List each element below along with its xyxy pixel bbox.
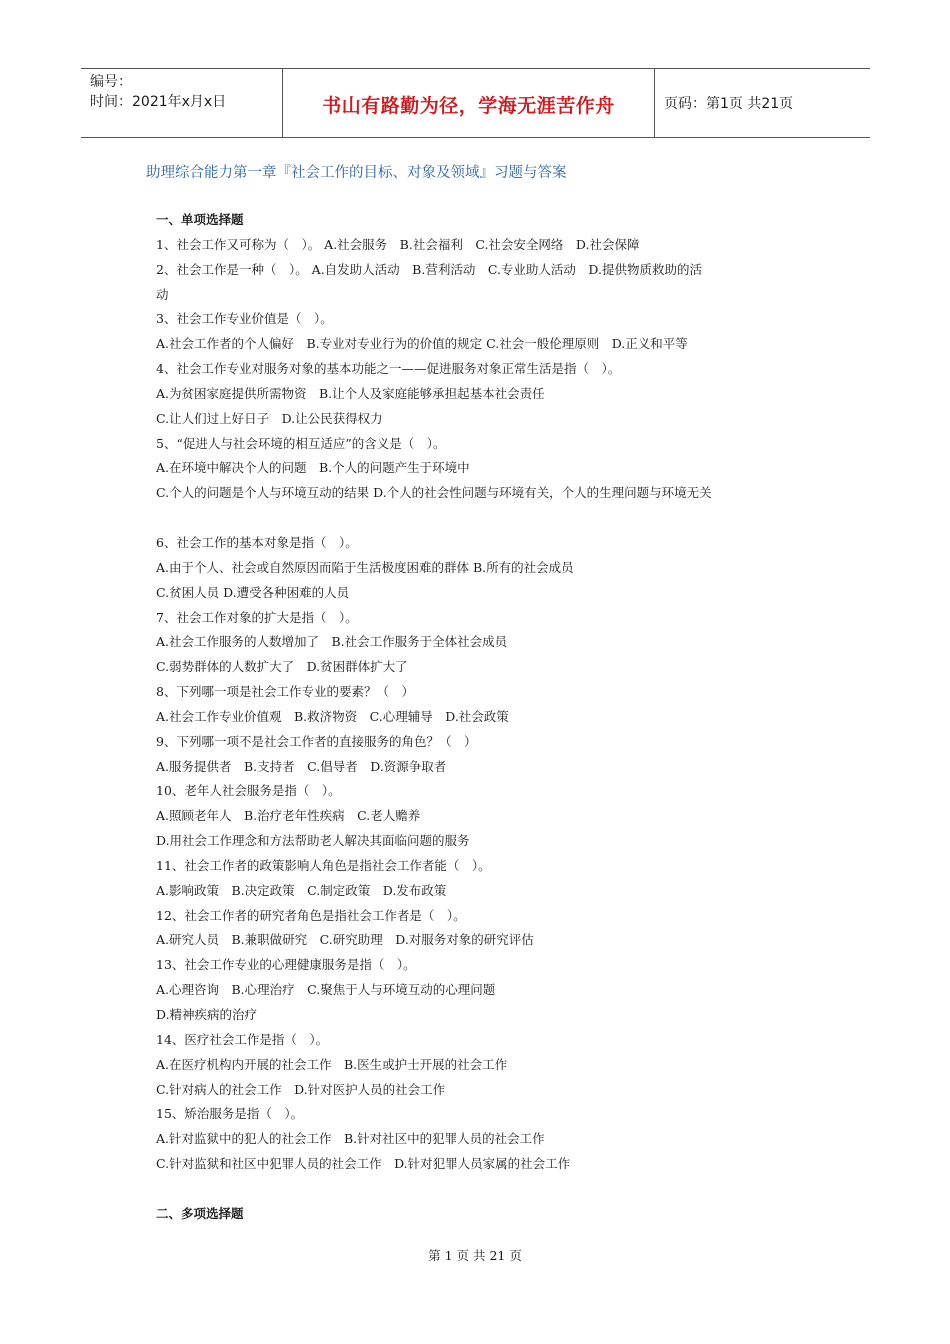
question-line: A.研究人员 B.兼职做研究 C.研究助理 D.对服务对象的研究评估 bbox=[156, 932, 534, 948]
header-motto: 书山有路勤为径，学海无涯苦作舟 bbox=[322, 95, 615, 117]
question-line: A.服务提供者 B.支持者 C.倡导者 D.资源争取者 bbox=[156, 758, 447, 774]
question-list bbox=[156, 208, 806, 1227]
question-line: D.用社会工作理念和方法帮助老人解决其面临问题的服务 bbox=[156, 833, 470, 849]
question-line: 11、社会工作者的政策影响人角色是指社会工作者能（ ）。 bbox=[156, 857, 491, 873]
question-line: A.为贫困家庭提供所需物资 B.让个人及家庭能够承担起基本社会责任 bbox=[156, 385, 545, 401]
question-line: A.照顾老年人 B.治疗老年性疾病 C.老人赡养 bbox=[156, 808, 421, 824]
header-divider bbox=[654, 69, 655, 137]
question-line: 1、社会工作又可称为（ ）。 A.社会服务 B.社会福利 C.社会安全网络 D.社会保障 bbox=[156, 236, 640, 252]
question-line: A.由于个人、社会或自然原因而陷于生活极度困难的群体 B.所有的社会成员 bbox=[156, 559, 574, 575]
question-line: 10、老年人社会服务是指（ ）。 bbox=[156, 783, 341, 799]
question-line: 2、社会工作是一种（ ）。 A.自发助人活动 B.营利活动 C.专业助人活动 D.提供物质救助的活 bbox=[156, 261, 702, 277]
question-line: 9、下列哪一项不是社会工作者的直接服务的角色？（ ） bbox=[156, 733, 477, 749]
question-line: A.在环境中解决个人的问题 B.个人的问题产生于环境中 bbox=[156, 460, 470, 476]
question-line: 8、下列哪一项是社会工作专业的要素？（ ） bbox=[156, 684, 414, 700]
question-line: 5、“促进人与社会环境的相互适应”的含义是（ ）。 bbox=[156, 435, 446, 451]
question-line: C.贫困人员 D.遭受各种困难的人员 bbox=[156, 584, 350, 600]
time-label: 时间：2021年x月x日 bbox=[90, 94, 227, 110]
question-line: D.精神疾病的治疗 bbox=[156, 1007, 258, 1022]
question-line: 14、医疗社会工作是指（ ）。 bbox=[156, 1031, 329, 1047]
question-line: A.社会工作者的个人偏好 B.专业对专业行为的价值的规定 C.社会一般伦理原则 D.正义和平等 bbox=[156, 336, 688, 352]
page-header bbox=[81, 68, 870, 138]
question-line: 7、社会工作对象的扩大是指（ ）。 bbox=[156, 609, 358, 625]
question-line: 15、矫治服务是指（ ）。 bbox=[156, 1106, 304, 1122]
question-line: A.社会工作服务的人数增加了 B.社会工作服务于全体社会成员 bbox=[156, 634, 508, 650]
question-line: C.个人的问题是个人与环境互动的结果 D.个人的社会性问题与环境有关，个人的生理问题与环境无关 bbox=[156, 485, 712, 501]
question-line: A.针对监狱中的犯人的社会工作 B.针对社区中的犯罪人员的社会工作 bbox=[156, 1131, 545, 1147]
question-line: 13、社会工作专业的心理健康服务是指（ ）。 bbox=[156, 957, 416, 973]
question-line: A.在医疗机构内开展的社会工作 B.医生或护士开展的社会工作 bbox=[156, 1056, 508, 1072]
question-line: A.影响政策 B.决定政策 C.制定政策 D.发布政策 bbox=[156, 882, 447, 898]
question-line: C.针对病人的社会工作 D.针对医护人员的社会工作 bbox=[156, 1081, 446, 1097]
question-line: 动 bbox=[156, 286, 169, 302]
question-line: C.针对监狱和社区中犯罪人员的社会工作 D.针对犯罪人员家属的社会工作 bbox=[156, 1156, 571, 1172]
header-meta bbox=[90, 72, 226, 112]
question-line: A.心理咨询 B.心理治疗 C.聚焦于人与环境互动的心理问题 bbox=[156, 982, 496, 998]
page-footer: 第 1 页 共 21 页 bbox=[428, 1248, 522, 1263]
header-page-info: 页码：第1页 共21页 bbox=[664, 96, 794, 112]
blank-line bbox=[156, 1177, 806, 1202]
section-heading: 二、多项选择题 bbox=[156, 1205, 244, 1221]
question-line: C.弱势群体的人数扩大了 D.贫困群体扩大了 bbox=[156, 659, 408, 675]
question-line: 3、社会工作专业价值是（ ）。 bbox=[156, 311, 333, 327]
question-line: C.让人们过上好日子 D.让公民获得权力 bbox=[156, 410, 383, 426]
section-heading: 一、单项选择题 bbox=[156, 212, 244, 227]
number-label: 编号： bbox=[90, 74, 132, 90]
question-line: A.社会工作专业价值观 B.救济物资 C.心理辅导 D.社会政策 bbox=[156, 708, 509, 724]
question-line: 4、社会工作专业对服务对象的基本功能之一——促进服务对象正常生活是指（ ）。 bbox=[156, 361, 621, 377]
blank-line bbox=[156, 506, 806, 531]
document-title: 助理综合能力第一章『社会工作的目标、对象及领域』习题与答案 bbox=[146, 165, 567, 181]
question-line: 12、社会工作者的研究者角色是指社会工作者是（ ）。 bbox=[156, 907, 466, 923]
question-line: 6、社会工作的基本对象是指（ ）。 bbox=[156, 534, 358, 550]
